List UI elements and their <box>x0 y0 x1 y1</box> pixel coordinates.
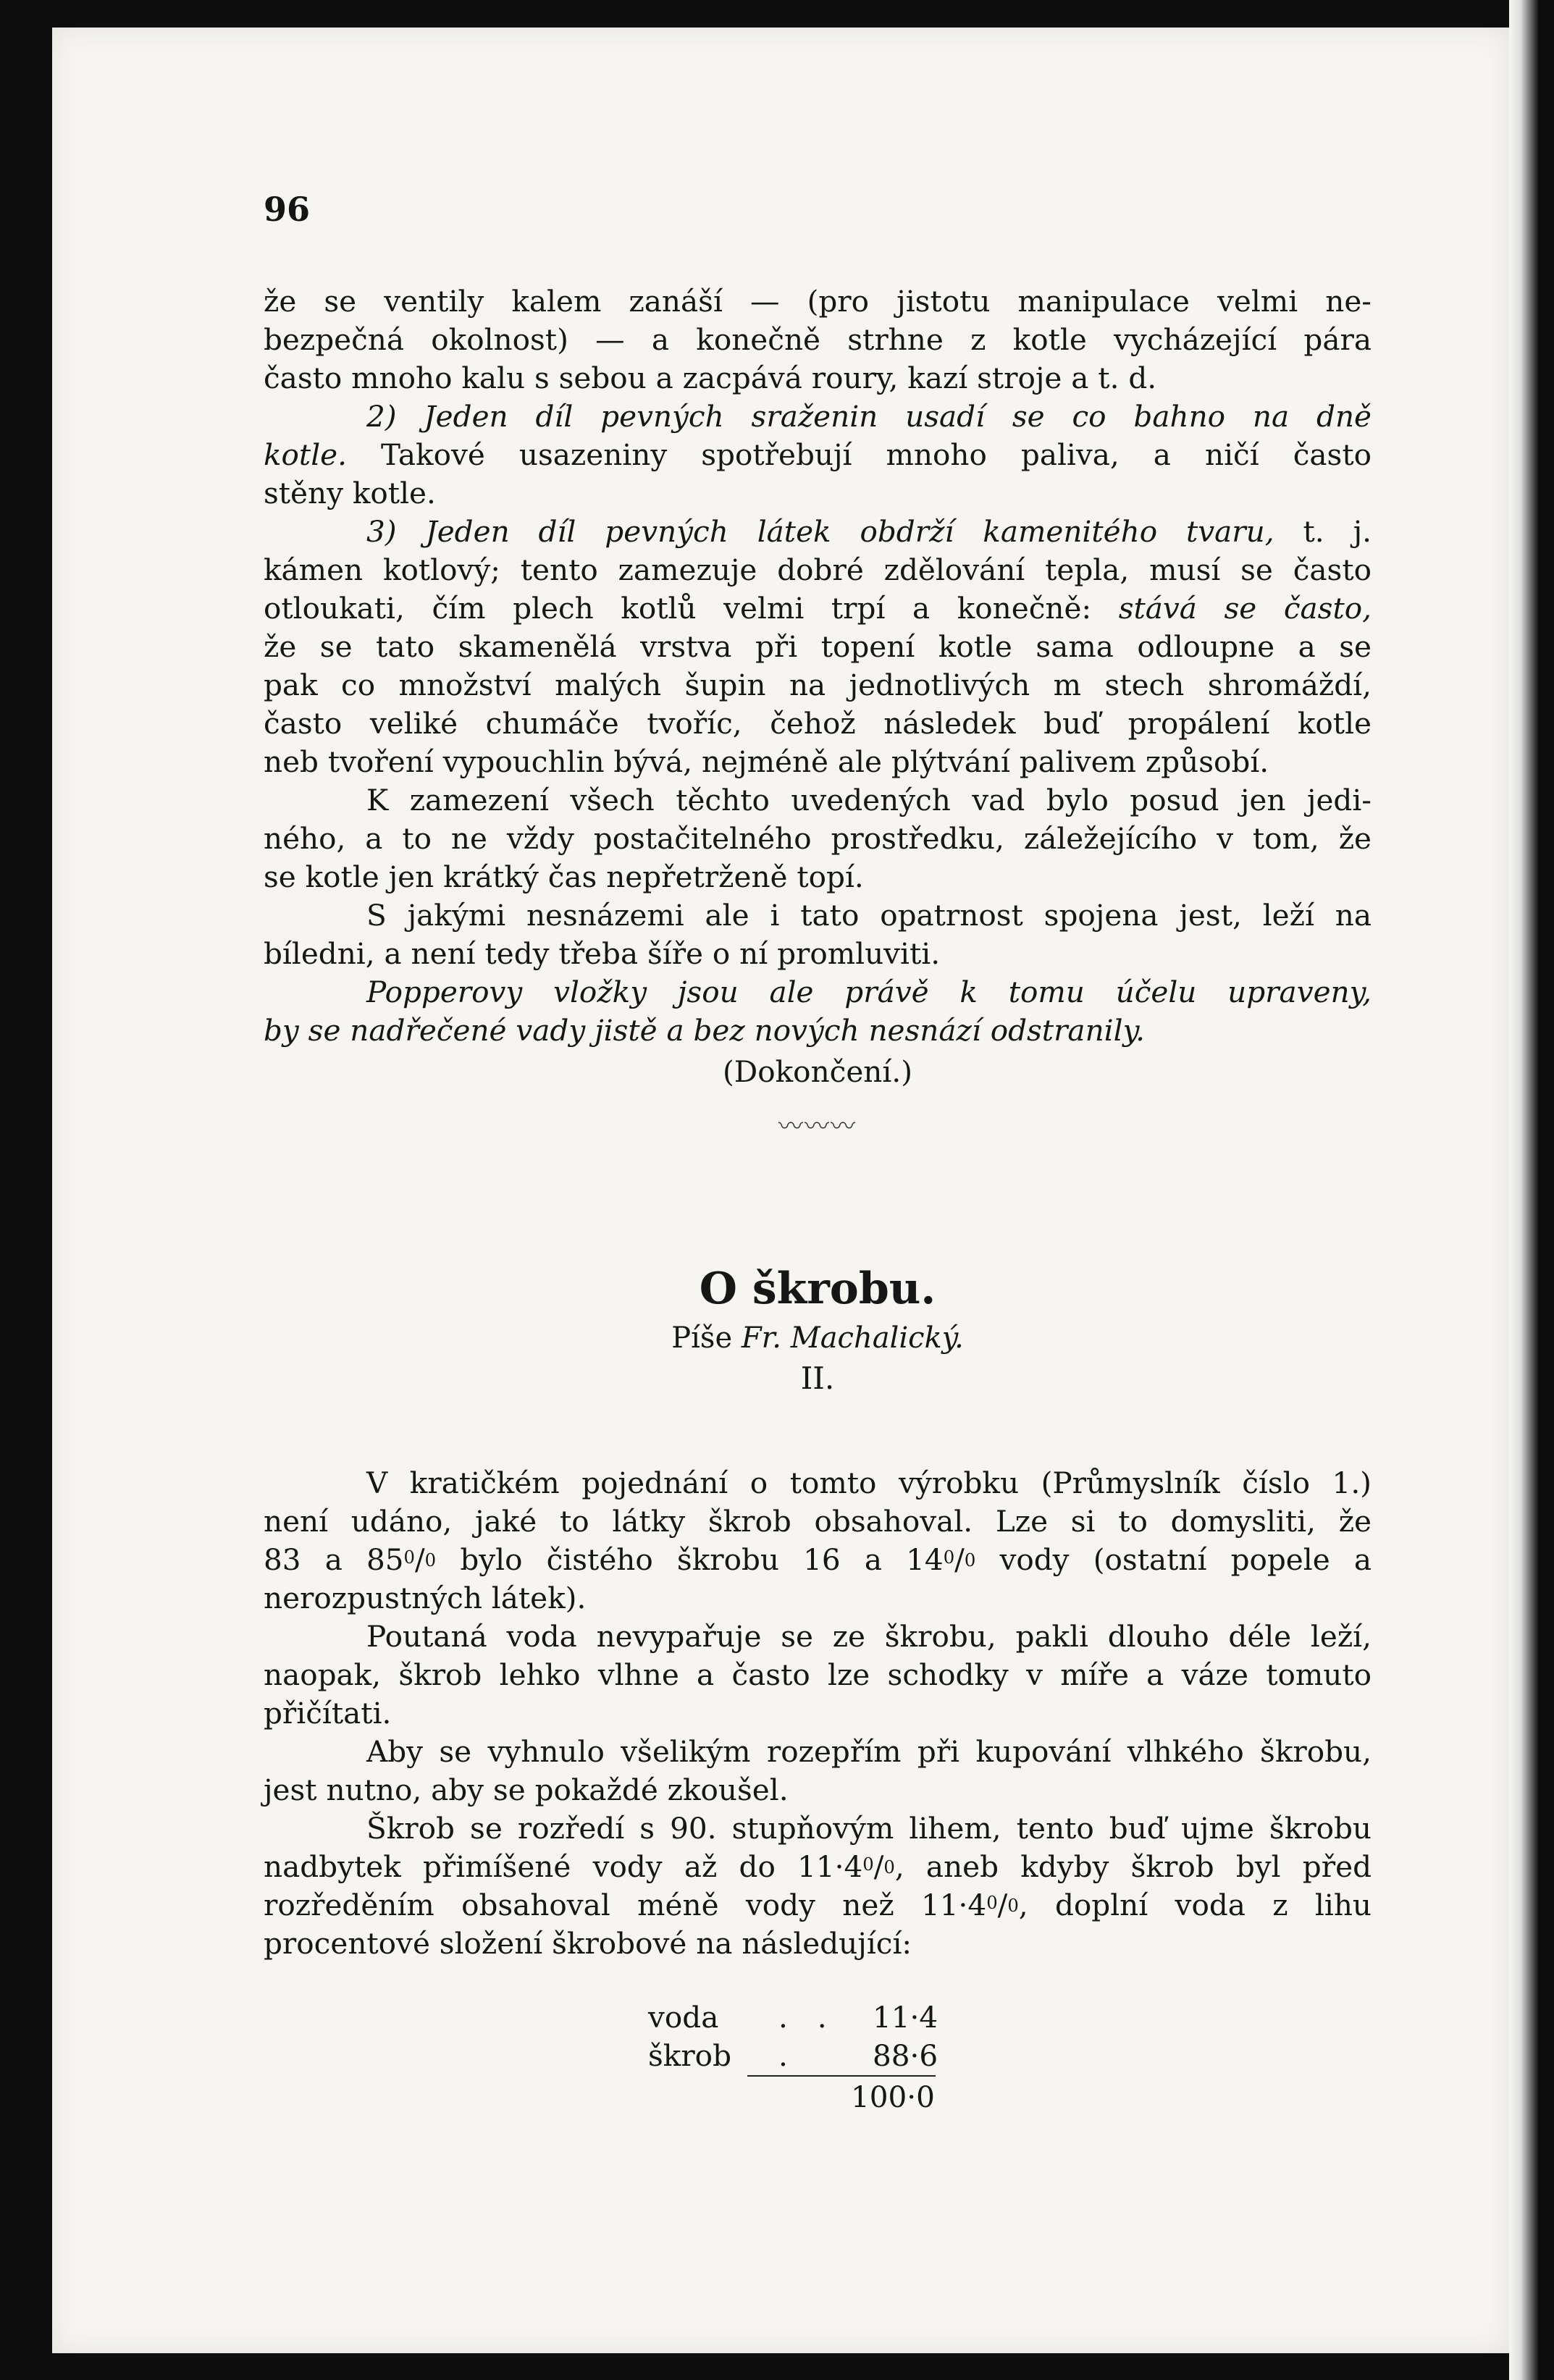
percent-sup: 0 <box>986 1892 998 1913</box>
table-row <box>648 2037 959 2075</box>
text-line: Popperovy vložky jsou ale právě k tomu účelu upraveny, <box>366 975 1372 1009</box>
text-italic: stává se často, <box>1118 591 1372 626</box>
percent-sub: 0 <box>883 1857 895 1877</box>
table-total: 100·0 <box>851 2080 935 2114</box>
text-run: , aneb kdyby škrob byl před <box>894 1849 1372 1884</box>
text-line: Škrob se rozředí s 90. stupňovým lihem, tento buď ujme škrobu <box>366 1811 1372 1846</box>
page-number: 96 <box>264 190 311 229</box>
text-run: bylo čistého škrobu 16 a 14 <box>460 1542 944 1577</box>
text-line: se kotle jen krátký čas nepřetrženě topí. <box>264 859 864 894</box>
author-name: Fr. Machalický. <box>741 1321 964 1355</box>
percent-sup: 0 <box>943 1547 955 1568</box>
text-line: 2) Jeden díl pevných sraženin usadí se co bahno na dně <box>366 399 1372 434</box>
text-line: naopak, škrob lehko vlhne a často lze schodky v míře a váze tomuto <box>264 1657 1372 1692</box>
text-run: t. j. <box>1274 514 1372 549</box>
text-line: často veliké chumáče tvoříc, čehož následek buď propálení kotle <box>264 706 1372 741</box>
text-italic: kotle. <box>264 437 347 472</box>
text-line: pak co množství malých šupin na jednotlivých m stech shromáždí, <box>264 668 1372 702</box>
text-line <box>264 436 1372 474</box>
text-line: že se ventily kalem zanáší — (pro jistotu manipulace velmi ne- <box>264 284 1372 319</box>
author-prefix: Píše <box>671 1321 742 1355</box>
article-title: O škrobu. <box>699 1263 936 1314</box>
text-run: 83 a 85 <box>264 1542 404 1577</box>
text-line: K zamezení všech těchto uvedených vad bylo posud jen jedi- <box>366 783 1372 817</box>
text-line: přičítati. <box>264 1696 392 1731</box>
text-line: jest nutno, aby se pokaždé zkoušel. <box>264 1773 789 1807</box>
article-heading <box>264 1260 1372 1399</box>
text-run: , doplní voda z lihu <box>1018 1888 1372 1922</box>
body-text-part2 <box>264 1464 1372 1963</box>
percent-sup: 0 <box>403 1547 416 1568</box>
table-dots: . <box>778 2038 798 2073</box>
text-line: ného, a to ne vždy postačitelného prostředku, záležejícího v tom, že <box>264 821 1372 856</box>
text-line: Aby se vyhnulo všelikým rozepřím při kupování vlhkého škrobu, <box>366 1734 1372 1769</box>
table-dots: . . <box>778 2000 837 2035</box>
body-text-part1 <box>264 282 1372 1141</box>
table-value: 11·4 <box>873 2000 938 2035</box>
text-line: bíledni, a není tedy třeba šíře o ní promluviti. <box>264 936 941 971</box>
continuation-note: (Dokončení.) <box>722 1054 913 1089</box>
text-line: rozředěním obsahoval méně vody než $11\cdot 4^0/0$, doplní voda z lihu <box>264 1888 1372 1922</box>
text-run: Takové usazeniny spotřebují mnoho paliva, a ničí často <box>347 437 1372 472</box>
text-line: neb tvoření vypouchlin bývá, nejméně ale plýtvání palivem způsobí. <box>264 744 1269 779</box>
table-label: škrob <box>648 2038 731 2073</box>
text-run: nadbytek přimíšené vody až do 11·4 <box>264 1849 863 1884</box>
text-line: 83 a $85^0/0$ bylo čistého škrobu 16 a $14^0/0$ vody (ostatní popele a <box>264 1542 1372 1577</box>
percent-sub: 0 <box>424 1549 437 1570</box>
text-line <box>264 513 1372 551</box>
table-sum-rule <box>747 2075 936 2077</box>
text-italic: 3) Jeden díl pevných látek obdrží kamenitého tvaru, <box>366 514 1274 549</box>
section-number: II. <box>800 1361 835 1396</box>
text-line: by se nadřečené vady jistě a bez nových nesnází odstranily. <box>264 1013 1145 1048</box>
percent-sup: 0 <box>862 1854 874 1875</box>
ornament-divider: 〰〰〰 <box>778 1112 857 1141</box>
text-line: V kratičkém pojednání o tomto výrobku (Průmyslník číslo 1.) <box>366 1466 1372 1500</box>
text-line <box>264 589 1372 628</box>
text-line: nerozpustných látek). <box>264 1581 587 1615</box>
text-line: nadbytek přimíšené vody až do $11\cdot 4^0/0$, aneb kdyby škrob byl před <box>264 1849 1372 1884</box>
text-line: bezpečná okolnost) — a konečně strhne z kotle vycházející pára <box>264 322 1372 357</box>
percent-sub: 0 <box>1007 1895 1019 1916</box>
text-run: vody (ostatní popele a <box>999 1542 1372 1577</box>
composition-table <box>648 1998 959 2075</box>
text-line: kámen kotlový; tento zamezuje dobré zdělování tepla, musí se často <box>264 552 1372 587</box>
text-line: Poutaná voda nevypařuje se ze škrobu, pakli dlouho déle leží, <box>366 1619 1372 1654</box>
percent-sub: 0 <box>964 1549 976 1570</box>
page-edge <box>1509 0 1538 2380</box>
text-line: S jakými nesnázemi ale i tato opatrnost spojena jest, leží na <box>366 898 1372 933</box>
table-row <box>648 1998 959 2037</box>
text-line: stěny kotle. <box>264 476 436 510</box>
table-value: 88·6 <box>873 2038 938 2073</box>
text-line: že se tato skamenělá vrstva při topení kotle sama odloupne a se <box>264 629 1372 664</box>
article-author <box>264 1318 1372 1358</box>
table-label: voda <box>648 2000 719 2035</box>
text-run: otloukati, čím plech kotlů velmi trpí a konečně: <box>264 591 1119 626</box>
text-line: není udáno, jaké to látky škrob obsahoval. Lze si to domysliti, že <box>264 1504 1372 1539</box>
text-run: rozředěním obsahoval méně vody než 11·4 <box>264 1888 987 1922</box>
text-line: procentové složení škrobové na následující: <box>264 1926 912 1961</box>
text-line: často mnoho kalu s sebou a zacpává roury, kazí stroje a t. d. <box>264 361 1157 395</box>
